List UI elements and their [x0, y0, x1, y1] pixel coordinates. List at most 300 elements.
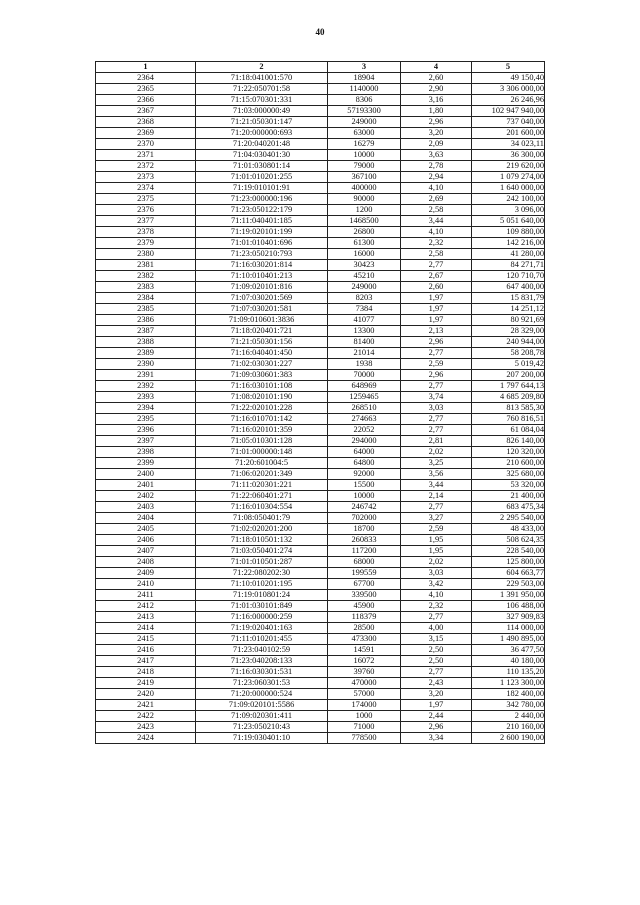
area-cell: 71000	[328, 722, 401, 733]
cadastral-number-cell: 71:11:020301:221	[196, 480, 328, 491]
amount-cell: 110 135,20	[472, 667, 545, 678]
area-cell: 249000	[328, 282, 401, 293]
row-number-cell: 2379	[96, 238, 196, 249]
amount-cell: 53 320,00	[472, 480, 545, 491]
cadastral-number-cell: 71:16:030101:108	[196, 381, 328, 392]
area-cell: 7384	[328, 304, 401, 315]
cadastral-number-cell: 71:20:000000:524	[196, 689, 328, 700]
area-cell: 67700	[328, 579, 401, 590]
table-row	[96, 469, 545, 480]
cadastral-number-cell: 71:11:040401:185	[196, 216, 328, 227]
rate-cell: 2,77	[401, 502, 472, 513]
area-cell: 92000	[328, 469, 401, 480]
row-number-cell: 2401	[96, 480, 196, 491]
amount-cell: 48 433,00	[472, 524, 545, 535]
amount-cell: 342 780,00	[472, 700, 545, 711]
rate-cell: 3,25	[401, 458, 472, 469]
amount-cell: 1 797 644,13	[472, 381, 545, 392]
amount-cell: 760 816,51	[472, 414, 545, 425]
amount-cell: 228 540,00	[472, 546, 545, 557]
rate-cell: 1,95	[401, 535, 472, 546]
area-cell: 246742	[328, 502, 401, 513]
area-cell: 249000	[328, 117, 401, 128]
area-cell: 1259465	[328, 392, 401, 403]
table-row	[96, 337, 545, 348]
rate-cell: 3,03	[401, 568, 472, 579]
amount-cell: 2 440,00	[472, 711, 545, 722]
row-number-cell: 2414	[96, 623, 196, 634]
amount-cell: 242 100,00	[472, 194, 545, 205]
rate-cell: 2,77	[401, 381, 472, 392]
area-cell: 294000	[328, 436, 401, 447]
row-number-cell: 2399	[96, 458, 196, 469]
table-row	[96, 480, 545, 491]
cadastral-number-cell: 71:08:050401:79	[196, 513, 328, 524]
table-row	[96, 502, 545, 513]
table-row	[96, 722, 545, 733]
rate-cell: 2,77	[401, 667, 472, 678]
amount-cell: 109 880,00	[472, 227, 545, 238]
amount-cell: 2 295 540,00	[472, 513, 545, 524]
table-row	[96, 689, 545, 700]
rate-cell: 2,50	[401, 656, 472, 667]
row-number-cell: 2418	[96, 667, 196, 678]
table-row	[96, 414, 545, 425]
amount-cell: 114 000,00	[472, 623, 545, 634]
cadastral-number-cell: 71:01:010201:255	[196, 172, 328, 183]
amount-cell: 508 624,35	[472, 535, 545, 546]
cadastral-number-cell: 71:01:010401:696	[196, 238, 328, 249]
area-cell: 18700	[328, 524, 401, 535]
page-number: 40	[315, 27, 325, 37]
row-number-cell: 2408	[96, 557, 196, 568]
row-number-cell: 2400	[96, 469, 196, 480]
rate-cell: 3,44	[401, 480, 472, 491]
row-number-cell: 2392	[96, 381, 196, 392]
row-number-cell: 2388	[96, 337, 196, 348]
table-row	[96, 128, 545, 139]
rate-cell: 4,00	[401, 623, 472, 634]
table-row	[96, 304, 545, 315]
table-row	[96, 183, 545, 194]
rate-cell: 3,27	[401, 513, 472, 524]
cadastral-number-cell: 71:16:010304:554	[196, 502, 328, 513]
rate-cell: 2,96	[401, 337, 472, 348]
table-row	[96, 678, 545, 689]
rate-cell: 2,96	[401, 722, 472, 733]
table-row	[96, 634, 545, 645]
area-cell: 16000	[328, 249, 401, 260]
area-cell: 22052	[328, 425, 401, 436]
table-row	[96, 546, 545, 557]
row-number-cell: 2381	[96, 260, 196, 271]
cadastral-number-cell: 71:02:030301:227	[196, 359, 328, 370]
cadastral-number-cell: 71:15:070301:331	[196, 95, 328, 106]
table-row	[96, 425, 545, 436]
amount-cell: 325 680,00	[472, 469, 545, 480]
area-cell: 1468500	[328, 216, 401, 227]
table-row	[96, 260, 545, 271]
amount-cell: 125 800,00	[472, 557, 545, 568]
row-number-cell: 2393	[96, 392, 196, 403]
row-number-cell: 2409	[96, 568, 196, 579]
rate-cell: 3,16	[401, 95, 472, 106]
row-number-cell: 2369	[96, 128, 196, 139]
rate-cell: 2,60	[401, 73, 472, 84]
column-header-2: 2	[196, 62, 328, 73]
amount-cell: 229 503,00	[472, 579, 545, 590]
cadastral-number-cell: 71:21:050301:156	[196, 337, 328, 348]
row-number-cell: 2423	[96, 722, 196, 733]
amount-cell: 49 150,40	[472, 73, 545, 84]
area-cell: 1000	[328, 711, 401, 722]
rate-cell: 2,60	[401, 282, 472, 293]
amount-cell: 1 490 895,00	[472, 634, 545, 645]
table-row	[96, 590, 545, 601]
row-number-cell: 2367	[96, 106, 196, 117]
row-number-cell: 2421	[96, 700, 196, 711]
column-header-1: 1	[96, 62, 196, 73]
amount-cell: 142 216,00	[472, 238, 545, 249]
row-number-cell: 2366	[96, 95, 196, 106]
area-cell: 68000	[328, 557, 401, 568]
area-cell: 45210	[328, 271, 401, 282]
table-row	[96, 513, 545, 524]
area-cell: 400000	[328, 183, 401, 194]
amount-cell: 826 140,00	[472, 436, 545, 447]
cadastral-number-cell: 71:01:030101:849	[196, 601, 328, 612]
rate-cell: 2,96	[401, 117, 472, 128]
rate-cell: 3,63	[401, 150, 472, 161]
table-row	[96, 282, 545, 293]
row-number-cell: 2371	[96, 150, 196, 161]
rate-cell: 2,69	[401, 194, 472, 205]
area-cell: 57000	[328, 689, 401, 700]
table-body	[96, 73, 545, 744]
rate-cell: 3,34	[401, 733, 472, 744]
row-number-cell: 2382	[96, 271, 196, 282]
area-cell: 367100	[328, 172, 401, 183]
row-number-cell: 2395	[96, 414, 196, 425]
cadastral-number-cell: 71:16:040401:450	[196, 348, 328, 359]
amount-cell: 604 663,77	[472, 568, 545, 579]
amount-cell: 14 251,12	[472, 304, 545, 315]
cadastral-number-cell: 71:23:000000:196	[196, 194, 328, 205]
row-number-cell: 2383	[96, 282, 196, 293]
rate-cell: 2,32	[401, 601, 472, 612]
row-number-cell: 2384	[96, 293, 196, 304]
area-cell: 45900	[328, 601, 401, 612]
row-number-cell: 2364	[96, 73, 196, 84]
cadastral-number-cell: 71:03:050401:274	[196, 546, 328, 557]
cadastral-number-cell: 71:16:000000:259	[196, 612, 328, 623]
amount-cell: 102 947 940,00	[472, 106, 545, 117]
area-cell: 702000	[328, 513, 401, 524]
rate-cell: 1,97	[401, 315, 472, 326]
area-cell: 13300	[328, 326, 401, 337]
row-number-cell: 2370	[96, 139, 196, 150]
row-number-cell: 2403	[96, 502, 196, 513]
cadastral-number-cell: 71:09:020101:816	[196, 282, 328, 293]
area-cell: 199559	[328, 568, 401, 579]
cadastral-number-cell: 71:19:020101:199	[196, 227, 328, 238]
amount-cell: 210 160,00	[472, 722, 545, 733]
row-number-cell: 2417	[96, 656, 196, 667]
cadastral-number-cell: 71:19:020401:163	[196, 623, 328, 634]
table-row	[96, 656, 545, 667]
area-cell: 1938	[328, 359, 401, 370]
amount-cell: 2 600 190,00	[472, 733, 545, 744]
table-row	[96, 150, 545, 161]
table-row	[96, 216, 545, 227]
rate-cell: 1,80	[401, 106, 472, 117]
row-number-cell: 2365	[96, 84, 196, 95]
table-row	[96, 326, 545, 337]
area-cell: 174000	[328, 700, 401, 711]
area-cell: 90000	[328, 194, 401, 205]
cadastral-number-cell: 71:23:050210:793	[196, 249, 328, 260]
cadastral-number-cell: 71:09:030601:383	[196, 370, 328, 381]
row-number-cell: 2396	[96, 425, 196, 436]
row-number-cell: 2377	[96, 216, 196, 227]
amount-cell: 1 640 000,00	[472, 183, 545, 194]
cadastral-number-cell: 71:23:050122:179	[196, 205, 328, 216]
row-number-cell: 2387	[96, 326, 196, 337]
cadastral-number-cell: 71:01:000000:148	[196, 447, 328, 458]
rate-cell: 2,02	[401, 557, 472, 568]
table-row	[96, 161, 545, 172]
row-number-cell: 2416	[96, 645, 196, 656]
amount-cell: 240 944,00	[472, 337, 545, 348]
cadastral-number-cell: 71:01:030801:14	[196, 161, 328, 172]
cadastral-number-cell: 71:07:030201:569	[196, 293, 328, 304]
amount-cell: 207 200,00	[472, 370, 545, 381]
cadastral-number-cell: 71:20:601004:5	[196, 458, 328, 469]
column-header-3: 3	[328, 62, 401, 73]
area-cell: 260833	[328, 535, 401, 546]
amount-cell: 5 051 640,00	[472, 216, 545, 227]
row-number-cell: 2391	[96, 370, 196, 381]
cadastral-number-cell: 71:04:030401:30	[196, 150, 328, 161]
rate-cell: 2,77	[401, 425, 472, 436]
amount-cell: 182 400,00	[472, 689, 545, 700]
row-number-cell: 2378	[96, 227, 196, 238]
cadastral-number-cell: 71:22:020101:228	[196, 403, 328, 414]
table-row	[96, 645, 545, 656]
amount-cell: 21 400,00	[472, 491, 545, 502]
row-number-cell: 2407	[96, 546, 196, 557]
cadastral-number-cell: 71:20:000000:693	[196, 128, 328, 139]
amount-cell: 106 488,00	[472, 601, 545, 612]
header-row	[96, 62, 545, 73]
amount-cell: 28 329,00	[472, 326, 545, 337]
table-row	[96, 381, 545, 392]
area-cell: 648969	[328, 381, 401, 392]
amount-cell: 683 475,34	[472, 502, 545, 513]
rate-cell: 2,44	[401, 711, 472, 722]
cadastral-number-cell: 71:23:040208:133	[196, 656, 328, 667]
area-cell: 778500	[328, 733, 401, 744]
cadastral-number-cell: 71:18:041001:570	[196, 73, 328, 84]
row-number-cell: 2375	[96, 194, 196, 205]
amount-cell: 210 600,00	[472, 458, 545, 469]
amount-cell: 219 620,00	[472, 161, 545, 172]
rate-cell: 2,78	[401, 161, 472, 172]
area-cell: 8306	[328, 95, 401, 106]
area-cell: 1200	[328, 205, 401, 216]
cadastral-number-cell: 71:08:020101:190	[196, 392, 328, 403]
row-number-cell: 2386	[96, 315, 196, 326]
cadastral-number-cell: 71:01:010501:287	[196, 557, 328, 568]
table-row	[96, 293, 545, 304]
table-row	[96, 524, 545, 535]
area-cell: 30423	[328, 260, 401, 271]
table-row	[96, 711, 545, 722]
row-number-cell: 2397	[96, 436, 196, 447]
table-row	[96, 84, 545, 95]
rate-cell: 2,58	[401, 249, 472, 260]
rate-cell: 2,67	[401, 271, 472, 282]
rate-cell: 3,15	[401, 634, 472, 645]
table-row	[96, 172, 545, 183]
area-cell: 26800	[328, 227, 401, 238]
table-row	[96, 612, 545, 623]
rate-cell: 1,97	[401, 293, 472, 304]
table-row	[96, 623, 545, 634]
amount-cell: 80 921,69	[472, 315, 545, 326]
table-row	[96, 194, 545, 205]
row-number-cell: 2406	[96, 535, 196, 546]
amount-cell: 647 400,00	[472, 282, 545, 293]
area-cell: 10000	[328, 491, 401, 502]
rate-cell: 3,56	[401, 469, 472, 480]
table-row	[96, 403, 545, 414]
table-row	[96, 359, 545, 370]
row-number-cell: 2374	[96, 183, 196, 194]
table-row	[96, 568, 545, 579]
rate-cell: 3,74	[401, 392, 472, 403]
cadastral-number-cell: 71:03:000000:49	[196, 106, 328, 117]
cadastral-number-cell: 71:02:020201:200	[196, 524, 328, 535]
cadastral-number-cell: 71:18:020401:721	[196, 326, 328, 337]
area-cell: 14591	[328, 645, 401, 656]
rate-cell: 4,10	[401, 590, 472, 601]
rate-cell: 2,09	[401, 139, 472, 150]
amount-cell: 34 023,11	[472, 139, 545, 150]
rate-cell: 2,77	[401, 260, 472, 271]
table-row	[96, 139, 545, 150]
table-row	[96, 315, 545, 326]
table-row	[96, 249, 545, 260]
rate-cell: 2,58	[401, 205, 472, 216]
area-cell: 473300	[328, 634, 401, 645]
column-header-5: 5	[472, 62, 545, 73]
table-row	[96, 733, 545, 744]
area-cell: 64800	[328, 458, 401, 469]
row-number-cell: 2415	[96, 634, 196, 645]
area-cell: 339500	[328, 590, 401, 601]
row-number-cell: 2380	[96, 249, 196, 260]
area-cell: 117200	[328, 546, 401, 557]
rate-cell: 1,97	[401, 304, 472, 315]
rate-cell: 2,77	[401, 612, 472, 623]
table-row	[96, 73, 545, 84]
rate-cell: 1,97	[401, 700, 472, 711]
row-number-cell: 2368	[96, 117, 196, 128]
amount-cell: 36 300,00	[472, 150, 545, 161]
rate-cell: 2,32	[401, 238, 472, 249]
table-row	[96, 447, 545, 458]
area-cell: 79000	[328, 161, 401, 172]
row-number-cell: 2419	[96, 678, 196, 689]
row-number-cell: 2390	[96, 359, 196, 370]
row-number-cell: 2373	[96, 172, 196, 183]
table-row	[96, 227, 545, 238]
cadastral-number-cell: 71:19:010801:24	[196, 590, 328, 601]
amount-cell: 15 831,79	[472, 293, 545, 304]
row-number-cell: 2420	[96, 689, 196, 700]
table-row	[96, 117, 545, 128]
table-row	[96, 491, 545, 502]
area-cell: 39760	[328, 667, 401, 678]
area-cell: 61300	[328, 238, 401, 249]
area-cell: 57193300	[328, 106, 401, 117]
cadastral-number-cell: 71:21:050301:147	[196, 117, 328, 128]
cadastral-number-cell: 71:16:010701:142	[196, 414, 328, 425]
row-number-cell: 2404	[96, 513, 196, 524]
area-cell: 81400	[328, 337, 401, 348]
area-cell: 21014	[328, 348, 401, 359]
amount-cell: 3 306 000,00	[472, 84, 545, 95]
rate-cell: 3,42	[401, 579, 472, 590]
table-row	[96, 557, 545, 568]
table-row	[96, 205, 545, 216]
cadastral-number-cell: 71:16:030201:814	[196, 260, 328, 271]
amount-cell: 1 079 274,00	[472, 172, 545, 183]
rate-cell: 2,94	[401, 172, 472, 183]
table-row	[96, 238, 545, 249]
cadastral-number-cell: 71:09:020101:5586	[196, 700, 328, 711]
cadastral-number-cell: 71:10:010401:213	[196, 271, 328, 282]
amount-cell: 61 084,04	[472, 425, 545, 436]
table-row	[96, 370, 545, 381]
column-header-4: 4	[401, 62, 472, 73]
area-cell: 64000	[328, 447, 401, 458]
amount-cell: 84 271,71	[472, 260, 545, 271]
rate-cell: 3,20	[401, 128, 472, 139]
table-row	[96, 579, 545, 590]
table-row	[96, 700, 545, 711]
rate-cell: 2,77	[401, 414, 472, 425]
rate-cell: 2,96	[401, 370, 472, 381]
table-row	[96, 106, 545, 117]
amount-cell: 3 096,00	[472, 205, 545, 216]
row-number-cell: 2413	[96, 612, 196, 623]
area-cell: 41077	[328, 315, 401, 326]
cadastral-number-cell: 71:22:080202:30	[196, 568, 328, 579]
cadastral-number-cell: 71:16:020101:359	[196, 425, 328, 436]
amount-cell: 36 477,50	[472, 645, 545, 656]
table-row	[96, 458, 545, 469]
row-number-cell: 2394	[96, 403, 196, 414]
rate-cell: 2,81	[401, 436, 472, 447]
amount-cell: 813 585,30	[472, 403, 545, 414]
amount-cell: 120 320,00	[472, 447, 545, 458]
cadastral-number-cell: 71:22:060401:271	[196, 491, 328, 502]
amount-cell: 5 019,42	[472, 359, 545, 370]
cadastral-number-cell: 71:09:010601:3836	[196, 315, 328, 326]
table-row	[96, 601, 545, 612]
